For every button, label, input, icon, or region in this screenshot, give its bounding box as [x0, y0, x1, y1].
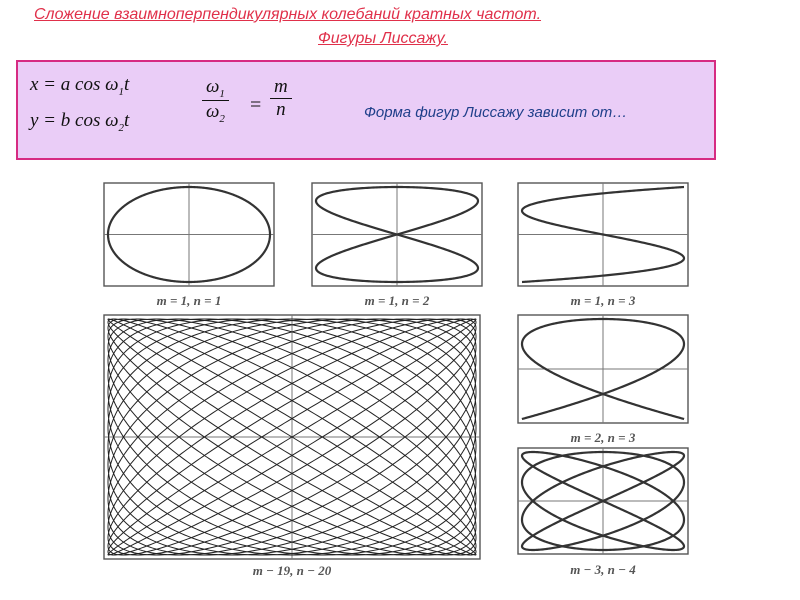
lissajous-figure-3-4	[517, 447, 689, 555]
equation-x-sub: 1	[118, 85, 124, 98]
lissajous-figure-1-1	[103, 182, 275, 287]
omega-ratio-denominator-sub: 2	[219, 112, 225, 125]
caption-1-3: m = 1, n = 3	[570, 293, 636, 308]
equation-y	[30, 110, 129, 134]
caption-1-1: m = 1, n = 1	[156, 293, 222, 308]
caption-1-2: m = 1, n = 2	[364, 293, 430, 308]
slide-title-line2: Фигуры Лиссажу.	[318, 30, 448, 47]
caption-2-3: m = 2, n = 3	[570, 430, 636, 445]
equation-x	[30, 74, 129, 98]
lissajous-figure-2-3	[517, 314, 689, 424]
lissajous-figure-1-3	[517, 182, 689, 287]
mn-ratio	[270, 76, 292, 121]
slide-title-line1: Сложение взаимноперпендикулярных колебаний кратных частот.	[34, 6, 542, 23]
equation-y-tail: t	[124, 110, 130, 131]
equation-y-text: y = b cos ω	[30, 110, 119, 131]
dependency-note: Форма фигур Лиссажу зависит от…	[364, 104, 628, 121]
lissajous-figure-1-2	[311, 182, 483, 287]
caption-19-20: m − 19, n − 20	[252, 563, 332, 578]
caption-3-4: m − 3, n − 4	[570, 562, 636, 577]
omega-ratio-numerator-sub: 1	[219, 87, 225, 100]
omega-ratio-denominator: ω	[206, 100, 220, 122]
lissajous-figure-19-20	[103, 314, 481, 560]
equation-x-tail: t	[124, 74, 130, 95]
omega-ratio	[202, 76, 229, 125]
omega-ratio-numerator: ω	[206, 76, 220, 97]
equation-x-text: x = a cos ω	[30, 74, 119, 95]
mn-ratio-denominator: n	[270, 98, 292, 121]
equals-sign: =	[250, 94, 262, 116]
equation-y-sub: 2	[118, 121, 124, 134]
mn-ratio-numerator: m	[274, 76, 288, 97]
